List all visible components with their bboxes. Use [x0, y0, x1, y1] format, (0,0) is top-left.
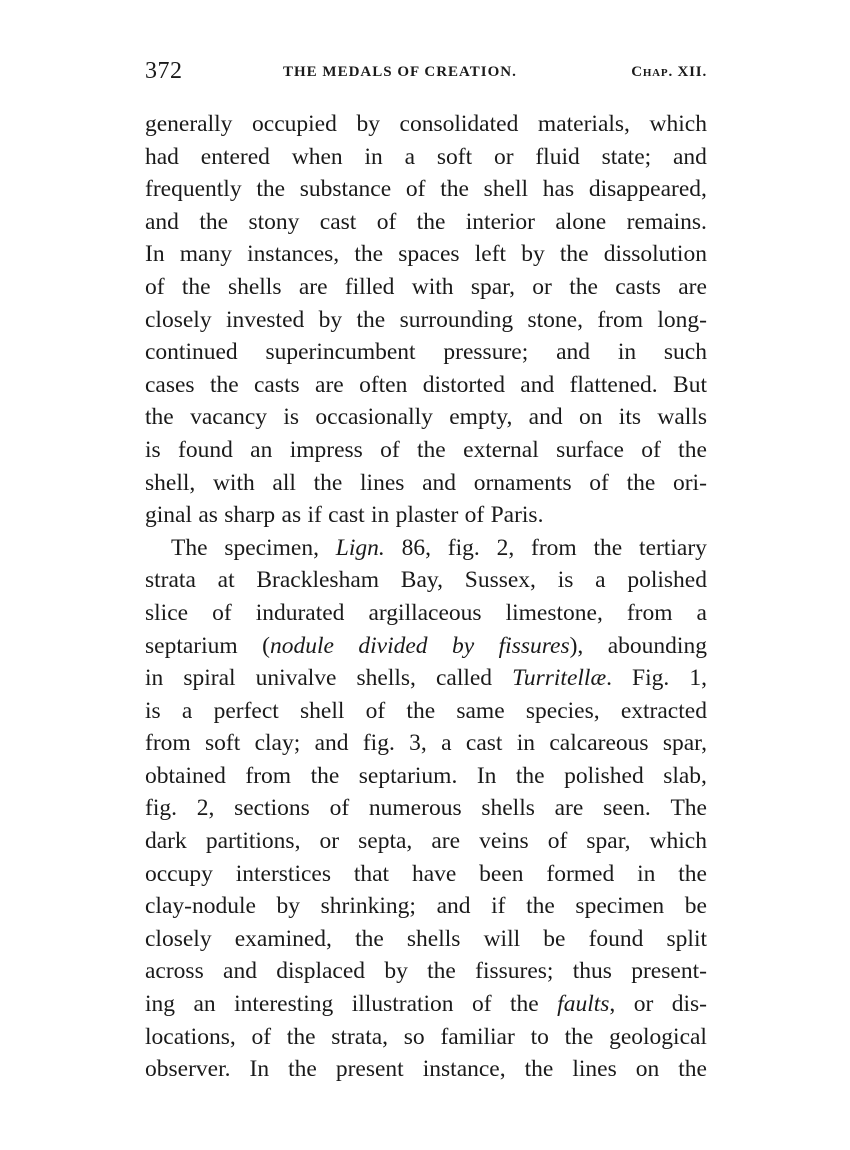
word: and [672, 143, 707, 170]
word: ornaments [473, 469, 572, 496]
word: strata [145, 567, 196, 594]
text-line [145, 597, 707, 630]
word: present [335, 1056, 404, 1083]
text-line [145, 662, 707, 695]
word: formed [546, 860, 615, 887]
word: polished [627, 567, 707, 594]
word: present- [631, 958, 707, 985]
word: ing [145, 991, 176, 1018]
word: interior [465, 208, 535, 235]
word: occupied [252, 111, 337, 137]
word: divided [358, 632, 428, 659]
word: in [617, 339, 637, 366]
word: the [440, 176, 469, 203]
word: septarium [145, 632, 238, 659]
word: Lign. [335, 534, 385, 561]
text-line [145, 336, 707, 369]
word: impress [289, 436, 363, 463]
word: frequently [145, 176, 242, 203]
word: the [181, 273, 211, 300]
word: and [528, 404, 563, 431]
text-line [145, 238, 707, 271]
word: instances, [247, 241, 340, 268]
word: its [618, 404, 642, 431]
word: left [474, 241, 507, 268]
word: The [171, 534, 208, 561]
word: soft [205, 730, 241, 757]
word: and [223, 958, 257, 985]
word: often [359, 371, 408, 398]
word: same [456, 697, 505, 724]
word: surface [556, 436, 624, 463]
word: lines [572, 1056, 617, 1083]
word: or [633, 991, 654, 1018]
word: in [637, 860, 656, 887]
word: shells, [356, 665, 416, 692]
word: limestone, [505, 599, 603, 626]
word: interesting [234, 991, 334, 1018]
text-line [145, 1021, 707, 1054]
word: septarium. [358, 762, 458, 789]
text-line [145, 564, 707, 597]
word: materials, [537, 111, 630, 137]
word: is [145, 697, 161, 724]
word: casts [254, 371, 300, 398]
word: remains. [626, 208, 707, 235]
word: that [353, 860, 390, 887]
word: sharp [224, 502, 276, 529]
word: when [291, 143, 343, 170]
word: fluid [535, 143, 580, 170]
word: of [251, 1023, 272, 1050]
running-title: THE MEDALS OF CREATION. [283, 64, 517, 80]
word: univalve [255, 665, 337, 692]
word: of [365, 697, 386, 724]
word: a [595, 567, 606, 594]
word: as [198, 502, 218, 529]
word: or [532, 273, 552, 300]
word: of [212, 599, 232, 626]
word: But [673, 371, 707, 398]
word: and [556, 339, 590, 366]
word: and [145, 208, 179, 235]
word: the [569, 273, 598, 300]
word: consolidated [399, 111, 519, 137]
word: species, [525, 697, 600, 724]
word: fig. [362, 730, 395, 757]
word: 2, [496, 534, 515, 561]
word: clay-nodule [145, 893, 256, 920]
word: called [435, 665, 493, 692]
word: from [531, 534, 577, 561]
word: entered [200, 143, 270, 170]
word: as [281, 502, 302, 529]
word: by [521, 241, 545, 268]
word: spar, [586, 828, 631, 855]
word: alone [555, 208, 607, 235]
word: illustration [351, 991, 454, 1018]
word: an [250, 436, 273, 463]
word: familiar [440, 1023, 515, 1050]
word: the [564, 1023, 594, 1050]
text-line [145, 825, 707, 858]
word: and [422, 469, 457, 496]
word: superincumbent [265, 339, 416, 366]
word: the [406, 697, 436, 724]
word: ginal [145, 502, 192, 529]
word: by [356, 111, 380, 137]
word: slab, [663, 762, 707, 789]
text-line [145, 760, 707, 793]
word: seen. [603, 795, 651, 822]
word: invested [225, 306, 305, 333]
word: and [314, 730, 349, 757]
word: lines [360, 469, 405, 496]
word: the [678, 860, 707, 887]
text-line [145, 434, 707, 467]
word: distorted [422, 371, 505, 398]
word: abounding [607, 632, 707, 659]
text-line [145, 792, 707, 825]
word: the [355, 925, 384, 952]
text-line [145, 499, 707, 532]
word: from [597, 306, 644, 333]
word: the [354, 241, 384, 268]
word: from [245, 762, 292, 789]
word: cases [145, 371, 195, 398]
word: disappeared, [588, 176, 707, 203]
word: or [493, 143, 514, 170]
text-line [145, 955, 707, 988]
word: or [319, 828, 340, 855]
word: be [543, 925, 566, 952]
text-line [145, 532, 707, 565]
word: which [649, 828, 707, 855]
word: shells [406, 925, 461, 952]
word: Bracklesham [256, 567, 380, 594]
word: spar, [470, 273, 515, 300]
word: observer. [145, 1056, 231, 1083]
word: In [145, 241, 165, 268]
word: numerous [368, 795, 462, 822]
chapter-label-text: Chap. XII. [631, 64, 707, 80]
word: displaced [276, 958, 366, 985]
word: argillaceous [368, 599, 482, 626]
text-line [145, 271, 707, 304]
word: clay; [254, 730, 301, 757]
word: The [670, 795, 707, 822]
text-line [145, 467, 707, 500]
word: faults, [557, 991, 616, 1018]
word: on [635, 1056, 660, 1083]
word: substance [299, 176, 392, 203]
word: flattened. [569, 371, 658, 398]
word: in [516, 730, 536, 757]
word: the [526, 893, 555, 920]
word: the [356, 306, 386, 333]
word: geological [609, 1023, 707, 1050]
word: pressure; [443, 339, 529, 366]
word: the [199, 208, 229, 235]
word: the [678, 1056, 707, 1083]
word: is [283, 404, 300, 431]
word: soft [436, 143, 473, 170]
word: In [476, 762, 497, 789]
word: thus [572, 958, 612, 985]
word: walls [657, 404, 707, 431]
word: cast [465, 730, 503, 757]
word: veins [479, 828, 529, 855]
word: cast [319, 208, 357, 235]
word: septa, [358, 828, 413, 855]
text-line [145, 630, 707, 663]
word: by [384, 958, 408, 985]
word: with [212, 469, 255, 496]
word: of [589, 469, 609, 496]
word: spar, [662, 730, 707, 757]
word: of [464, 502, 485, 529]
word: the [256, 176, 286, 203]
word: dark [145, 828, 187, 855]
text-line [145, 401, 707, 434]
word: generally [145, 111, 233, 137]
word: are [315, 371, 344, 398]
word: spaces [398, 241, 460, 268]
word: obtained [145, 762, 226, 789]
word: interstices [235, 860, 331, 887]
word: stony [248, 208, 300, 235]
text-line [145, 988, 707, 1021]
word: will [483, 925, 521, 952]
word: examined, [234, 925, 332, 952]
word: if [491, 893, 506, 920]
word: dissolution [603, 241, 707, 268]
body-text [145, 108, 707, 1086]
word: casts [615, 273, 661, 300]
word: empty, [449, 404, 513, 431]
word: the [593, 534, 623, 561]
word: split [666, 925, 707, 952]
word: state; [601, 143, 652, 170]
word: is [145, 436, 161, 463]
word: (nodule [262, 632, 334, 659]
word: fig. [145, 795, 177, 822]
text-line [145, 108, 707, 141]
word: surrounding [399, 306, 514, 333]
word: an [193, 991, 216, 1018]
word: occupy [145, 860, 213, 887]
word: vacancy [190, 404, 268, 431]
text-line [145, 304, 707, 337]
word: found [178, 436, 233, 463]
word: extracted [620, 697, 707, 724]
word: in [371, 502, 390, 529]
word: long- [657, 306, 707, 333]
word: is [557, 567, 574, 594]
word: so [403, 1023, 425, 1050]
word: a [441, 730, 452, 757]
word: the [626, 469, 656, 496]
word: tertiary [639, 534, 707, 561]
word: 2, [196, 795, 215, 822]
word: the [288, 1056, 317, 1083]
word: the [417, 436, 446, 463]
word: the [209, 371, 239, 398]
word: are [431, 828, 461, 855]
word: ori- [672, 469, 707, 496]
word: by [276, 893, 301, 920]
word: shell [483, 176, 529, 203]
text-line [145, 206, 707, 239]
word: spiral [183, 665, 236, 692]
word: on [578, 404, 603, 431]
word: the [524, 1056, 554, 1083]
word: external [463, 436, 539, 463]
word: by [452, 632, 475, 659]
word: Paris. [490, 502, 544, 529]
text-line [145, 923, 707, 956]
word: of [145, 273, 165, 300]
text-line [145, 173, 707, 206]
word: filled [344, 273, 395, 300]
word: of [641, 436, 661, 463]
word: 1, [689, 665, 707, 692]
word: have [411, 860, 457, 887]
word: from [145, 730, 191, 757]
word: fig. [447, 534, 480, 561]
running-header [145, 58, 707, 88]
word: occasionally [315, 404, 433, 431]
word: slice [145, 599, 189, 626]
word: many [179, 241, 232, 268]
word: and [436, 893, 471, 920]
word: the [310, 762, 340, 789]
word: In [249, 1056, 270, 1083]
word: cast [328, 502, 365, 529]
text-line [145, 890, 707, 923]
word: been [479, 860, 524, 887]
word: a [181, 697, 193, 724]
word: from [626, 599, 673, 626]
word: the [286, 1023, 316, 1050]
word: Fig. [632, 665, 670, 692]
word: plaster [395, 502, 459, 529]
word: in [145, 665, 164, 692]
word: indurated [255, 599, 345, 626]
word: if [307, 502, 322, 529]
text-line [145, 1053, 707, 1086]
word: stone, [527, 306, 583, 333]
text-line [145, 727, 707, 760]
word: of [405, 176, 426, 203]
word: a [404, 143, 416, 170]
word: specimen [575, 893, 665, 920]
chapter-label [631, 64, 707, 81]
word: of [547, 828, 568, 855]
word: continued [145, 339, 238, 366]
word: shell, [145, 469, 196, 496]
text-line [145, 858, 707, 891]
word: of [329, 795, 350, 822]
word: are [554, 795, 584, 822]
word: closely [145, 306, 212, 333]
word: polished [564, 762, 644, 789]
word: and [520, 371, 555, 398]
word: across [145, 958, 204, 985]
word: Sussex, [464, 567, 536, 594]
word: at [217, 567, 235, 594]
text-line [145, 695, 707, 728]
word: which [649, 111, 707, 137]
word: partitions, [205, 828, 301, 855]
word: sections [234, 795, 310, 822]
word: Bay, [400, 567, 444, 594]
word: had [145, 143, 179, 170]
text-line [145, 141, 707, 174]
word: found [588, 925, 644, 952]
word: the [678, 436, 707, 463]
word: the [416, 208, 446, 235]
page-number: 372 [145, 58, 183, 84]
word: has [542, 176, 575, 203]
word: to [530, 1023, 549, 1050]
word: are [298, 273, 328, 300]
word: 86, [401, 534, 431, 561]
text-line [145, 369, 707, 402]
word: shells [227, 273, 282, 300]
word: perfect [213, 697, 279, 724]
word: of [376, 208, 397, 235]
word: by [318, 306, 343, 333]
word: are [678, 273, 707, 300]
word: in [364, 143, 383, 170]
book-page [145, 58, 707, 1086]
word: specimen, [224, 534, 319, 561]
word: the [313, 469, 343, 496]
word: instance, [422, 1056, 506, 1083]
word: a [696, 599, 707, 626]
word: closely [145, 925, 212, 952]
word: the [427, 958, 456, 985]
word: the [510, 991, 539, 1018]
word: fissures), [498, 632, 584, 659]
word: Turritellæ. [512, 665, 613, 692]
word: fissures; [475, 958, 554, 985]
word: all [272, 469, 296, 496]
word: the [145, 404, 174, 431]
word: the [559, 241, 589, 268]
word: the [515, 762, 545, 789]
word: shell [300, 697, 345, 724]
word: shrinking; [320, 893, 416, 920]
word: with [411, 273, 454, 300]
word: 3, [409, 730, 427, 757]
word: of [380, 436, 400, 463]
word: strata, [331, 1023, 389, 1050]
word: of [472, 991, 492, 1018]
word: shells [481, 795, 535, 822]
word: such [663, 339, 707, 366]
word: dis- [671, 991, 707, 1018]
word: be [684, 893, 707, 920]
word: calcareous [549, 730, 649, 757]
word: locations, [145, 1023, 236, 1050]
